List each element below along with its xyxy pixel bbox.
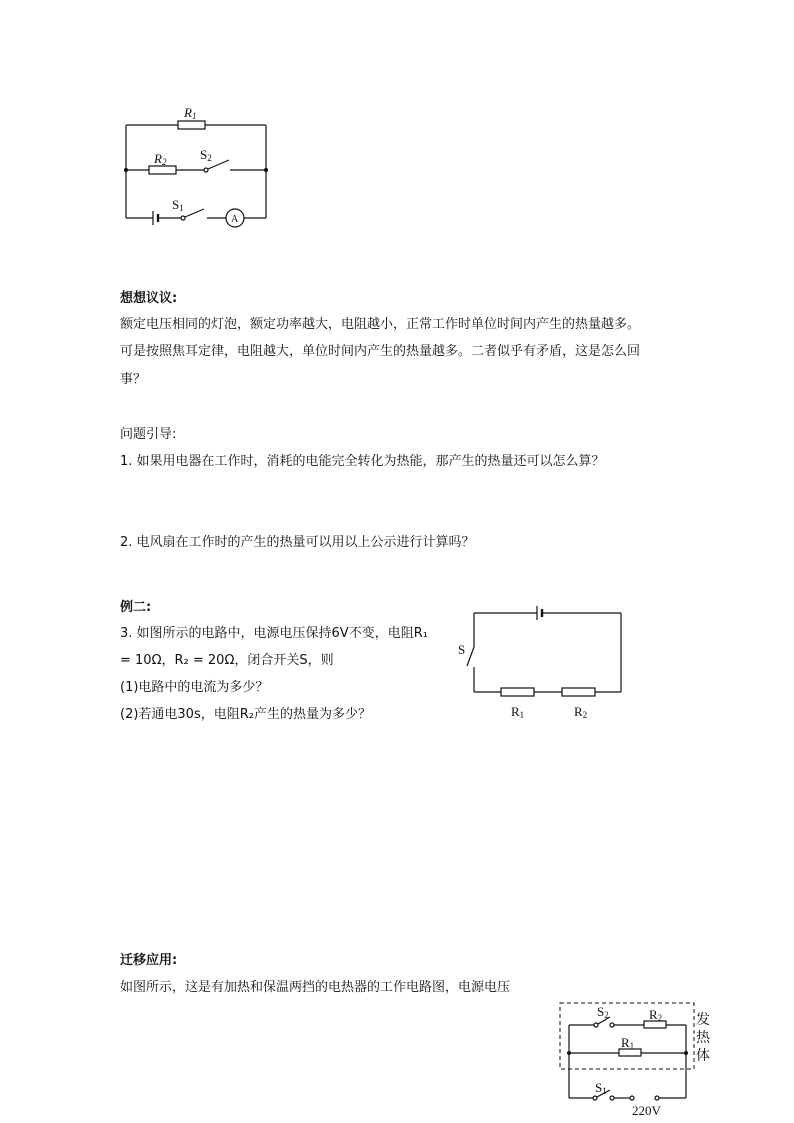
example-heading: 例二:: [120, 600, 152, 615]
label-voltage: 220V: [632, 1103, 661, 1118]
terminal-left: [630, 1096, 634, 1100]
svg-text:R2: R2: [649, 1007, 663, 1023]
label-r1: R: [511, 704, 520, 719]
heater-label-2: 热: [696, 1031, 710, 1046]
think-line-2: 可是按照焦耳定律，电阻越大，单位时间内产生的热量越多。二者似乎有矛盾，这是怎么回: [120, 344, 641, 359]
svg-text:S1: S1: [595, 1080, 607, 1096]
label-r1: R: [621, 1035, 630, 1050]
heater-label-1: 发: [696, 1013, 710, 1028]
label-s1: S: [172, 197, 180, 212]
svg-text:S1: S1: [172, 197, 184, 213]
label-s: S: [458, 642, 466, 657]
think-line-1: 额定电压相同的灯泡，额定功率越大，电阻越小，正常工作时单位时间内产生的热量越多。: [120, 317, 641, 332]
label-s2: S: [597, 1004, 605, 1019]
transfer-line-1: 如图所示，这是有加热和保温两挡的电热器的工作电路图，电源电压: [120, 980, 511, 995]
guide-question-2: 2. 电风扇在工作时的产生的热量可以用以上公示进行计算吗？: [120, 535, 475, 550]
label-s2: S: [200, 147, 208, 162]
svg-text:S2: S2: [597, 1004, 609, 1020]
example-line-3: (1)电路中的电流为多少？: [120, 680, 269, 695]
guide-heading: 问题引导:: [120, 427, 177, 442]
think-heading: 想想议议:: [120, 291, 178, 306]
transfer-heading: 迁移应用:: [120, 953, 178, 968]
label-r2: R: [649, 1007, 658, 1022]
svg-text:R2: R2: [574, 704, 588, 720]
think-line-3: 事？: [120, 372, 147, 387]
svg-text:R1: R1: [621, 1035, 635, 1051]
example-line-4: (2)若通电30s，电阻R₂产生的热量为多少？: [120, 707, 371, 722]
svg-text:R1: R1: [184, 105, 197, 121]
label-s1: S: [595, 1080, 603, 1095]
label-r2: R: [154, 151, 162, 166]
example-line-2: = 10Ω，R₂ = 20Ω，闭合开关S，则: [120, 653, 334, 668]
svg-text:R2: R2: [154, 151, 167, 167]
label-r2: R: [574, 704, 583, 719]
terminal-right: [655, 1096, 659, 1100]
example-line-1: 3. 如图所示的电路中，电源电压保持6V不变，电阻R₁: [120, 626, 428, 641]
guide-question-1: 1. 如果用电器在工作时，消耗的电能完全转化为热能，那产生的热量还可以怎么算？: [120, 454, 605, 469]
label-ammeter: A: [231, 214, 239, 225]
resistor-r2: [644, 1021, 666, 1028]
svg-text:R1: R1: [511, 704, 525, 720]
svg-text:S2: S2: [200, 147, 212, 163]
heater-label-3: 体: [696, 1049, 710, 1064]
label-r1: R: [184, 105, 192, 120]
